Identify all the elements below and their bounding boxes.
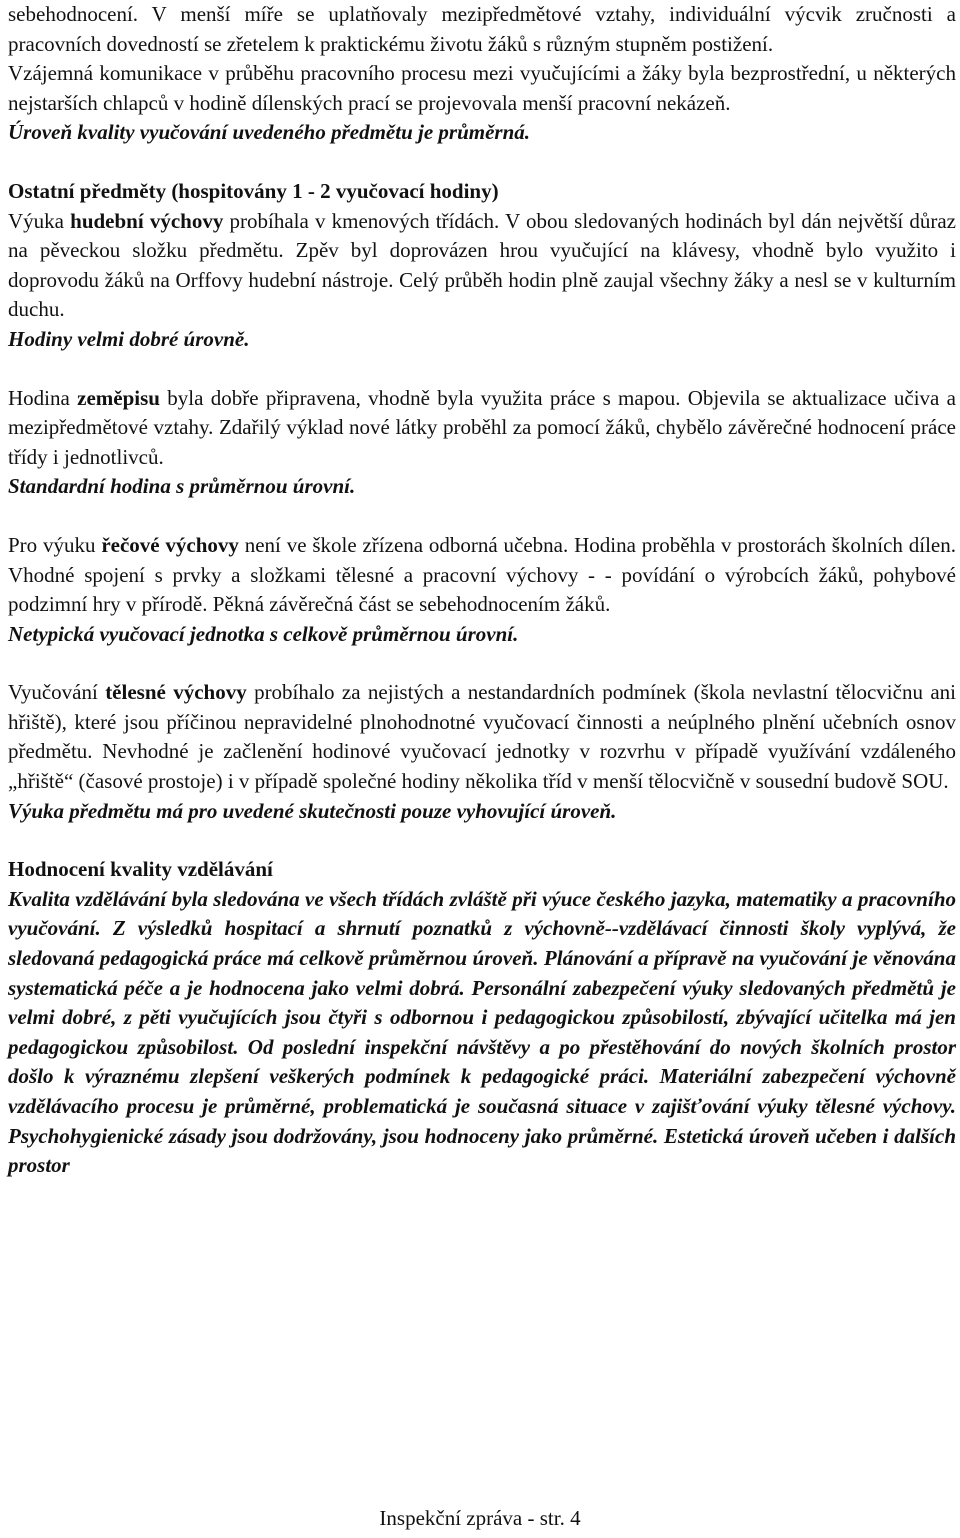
text-run: Hodina (8, 385, 78, 410)
paragraph-music (8, 207, 956, 325)
section-heading-other-subjects: Ostatní předměty (hospitovány 1 - 2 vyučovací hodiny) (8, 178, 499, 203)
document-page (8, 0, 956, 1181)
text-run: probíhala v kmenových třídách. V obou sledovaných hodinách byl dán největší důraz na pěveckou složku předmětu. Zpěv byl doprovázen hrou vyučující na klávesy, vhodně bylo využito i doprovodu žáků na Orffovy hudební nástroje. Celý průběh hodin plně zaujal všechny žáky a nesl se v kulturním duchu. (8, 208, 956, 322)
spacer (8, 649, 956, 678)
text-run: není ve škole zřízena odborná učebna. Hodina proběhla v prostorách školních dílen. Vhodné spojení s prvky a složkami tělesné a pracovní výchovy - - povídání o výrobcích žáků, pohybové podzimní hry v přírodě. Pěkná závěrečná část se sebehodnocením žáků. (8, 532, 956, 617)
spacer (8, 826, 956, 855)
subject-geography: zeměpisu (77, 385, 160, 410)
paragraph-assessment-end: sebehodnocení. V menší míře se uplatňovaly mezipředmětové vztahy, individuální výcvik zručnosti a pracovních dovedností se zřetelem k praktickému životu žáků s různým stupněm postižení. (8, 2, 956, 56)
evaluation-physical-education: Výuka předmětu má pro uvedené skutečnosti pouze vyhovující úroveň. (8, 798, 617, 823)
page-footer: Inspekční zpráva - str. 4 (379, 1506, 581, 1530)
evaluation-music: Hodiny velmi dobré úrovně. (8, 326, 250, 351)
text-run: Vyučování (8, 680, 106, 705)
paragraph-communication: Vzájemná komunikace v průběhu pracovního procesu mezi vyučujícími a žáky byla bezprostřední, u některých nejstarších chlapců v hodině dílenských prací se projevovala menší pracovní nekázeň. (8, 61, 956, 115)
text-run: byla dobře připravena, vhodně byla využita práce s mapou. Objevila se aktualizace učiva a mezipředmětové vztahy. Zdařilý výklad nové látky proběhl za pomocí žáků, chybělo závěrečné hodnocení práce třídy i jednotlivců. (8, 385, 956, 469)
paragraph-physical-education (8, 678, 956, 796)
spacer (8, 355, 956, 384)
paragraph-geography (8, 384, 956, 473)
paragraph-quality: Kvalita vzdělávání byla sledována ve všech třídách zvláště při výuce českého jazyka, matematiky a pracovního vyučování. Z výsledků hospitací a shrnutí poznatků z výchovně--vzdělávací činnosti školy vyplývá, že sledovaná pedagogická práce má celkově průměrnou úroveň. Plánování a přípravě na vyučování je věnována systematická péče a je hodnocena jako velmi dobrá. Personální zabezpečení výuky sledovaných předmětů je velmi dobré, z pěti vyučujících jsou čtyři s odbornou i pedagogickou způsobilostí, zbývající učitelka má jen pedagogickou způsobilost. Od poslední inspekční návštěvy a po přestěhování do nových školních prostor došlo k výraznému zlepšení veškerých podmínek k pedagogické práci. Materiální zabezpečení výchovně vzdělávacího procesu je průměrné, problematická je současná situace v zajišťování výuky tělesné výchovy. Psychohygienické zásady jsou dodržovány, jsou hodnoceny jako průměrné. Estetická úroveň učeben i dalších prostor (8, 886, 956, 1178)
text-run: Pro výuku (8, 532, 102, 557)
spacer (8, 502, 956, 531)
section-heading-quality: Hodnocení kvality vzdělávání (8, 857, 273, 882)
paragraph-speech (8, 531, 956, 620)
text-run: probíhalo za nejistých a nestandardních podmínek (škola nevlastní tělocvičnu ani hřiště), které jsou příčinou nepravidelné plnohodnotné vyučovací činnosti a neúplného plnění učebních osnov předmětu. Nevhodné je začlenění hodinové vyučovací jednotky v rozvrhu v případě využívání vzdáleného „hřiště“ (časové prostoje) i v případě společné hodiny několika tříd v menší tělocvičně v sousední budově SOU. (8, 680, 956, 794)
subject-speech: řečové výchovy (101, 532, 239, 557)
evaluation-workshop: Úroveň kvality vyučování uvedeného předmětu je průměrná. (8, 120, 531, 145)
spacer (8, 148, 956, 177)
evaluation-geography: Standardní hodina s průměrnou úrovní. (8, 474, 356, 499)
subject-music: hudební výchovy (70, 208, 224, 233)
evaluation-speech: Netypická vyučovací jednotka s celkově průměrnou úrovní. (8, 621, 519, 646)
subject-physical-education: tělesné výchovy (105, 680, 247, 705)
text-run: Výuka (8, 208, 71, 233)
